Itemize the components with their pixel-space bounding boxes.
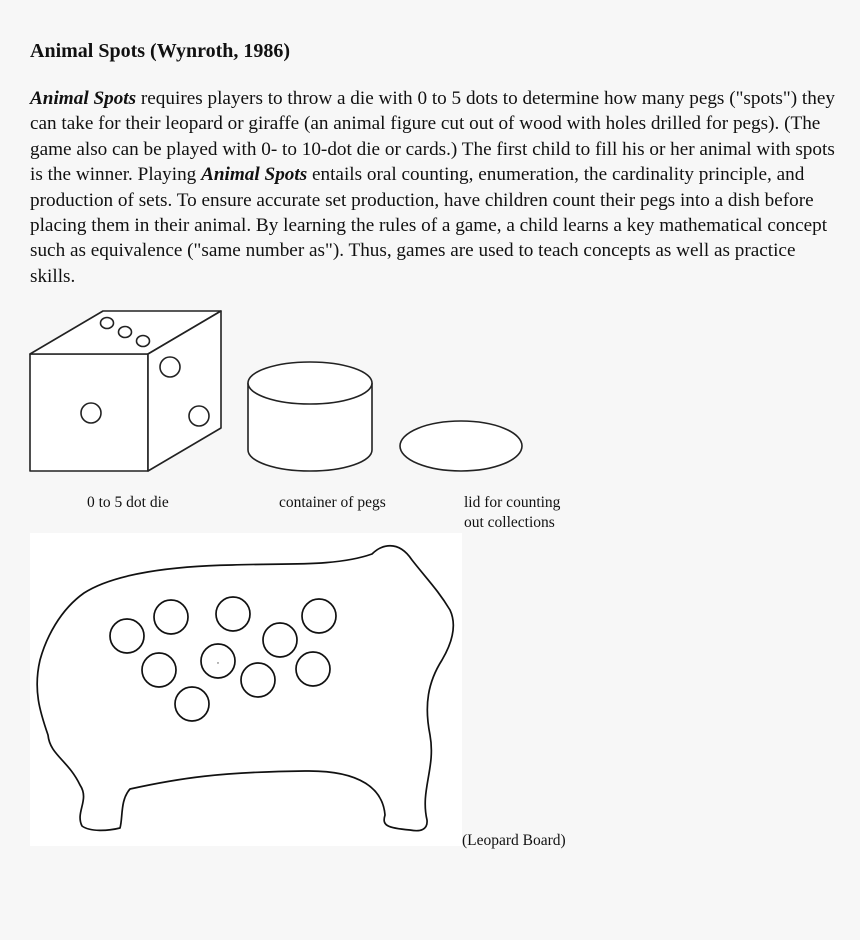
peg-holes (110, 597, 336, 721)
peg-hole (154, 600, 188, 634)
peg-hole (241, 663, 275, 697)
document-title: Animal Spots (Wynroth, 1986) (30, 40, 291, 62)
game-name-emphasis: Animal Spots (30, 88, 137, 109)
leopard-board-caption: (Leopard Board) (462, 832, 566, 849)
peg-hole (216, 597, 250, 631)
paragraph-text-part-2: entails oral counting, enumeration, the cardinality principle, and production of sets. To ensure accurate set production, have children count their pegs into a dish before placing them in their animal. By learning the rules of a game, a child learns a key mathematical concept such as equivalence ("same number as"). Thus, games are used to teach concepts as well as practice skills. (30, 164, 828, 287)
leopard-outline (37, 546, 453, 831)
lid-caption-line2: out collections (464, 514, 555, 531)
peg-hole (110, 619, 144, 653)
container-caption: container of pegs (279, 494, 386, 511)
peg-hole (201, 644, 235, 678)
peg-hole (296, 652, 330, 686)
peg-hole (302, 599, 336, 633)
paragraph-text-part-1: requires players to throw a die with 0 to 5 dots to determine how many pegs ("spots") they can take for their leopard or giraffe (an animal figure cut out of wood with holes drilled for pegs). (The game also can be played with 0- to 10-dot die or cards.) The first child to fill his or her animal with spots is the winner. Playing (30, 88, 835, 186)
die-caption: 0 to 5 dot die (87, 494, 169, 511)
game-name-emphasis-2: Animal Spots (201, 164, 308, 186)
peg-hole (175, 687, 209, 721)
peg-hole (142, 653, 176, 687)
peg-hole (263, 623, 297, 657)
lid-caption-line1: lid for counting (464, 494, 561, 511)
